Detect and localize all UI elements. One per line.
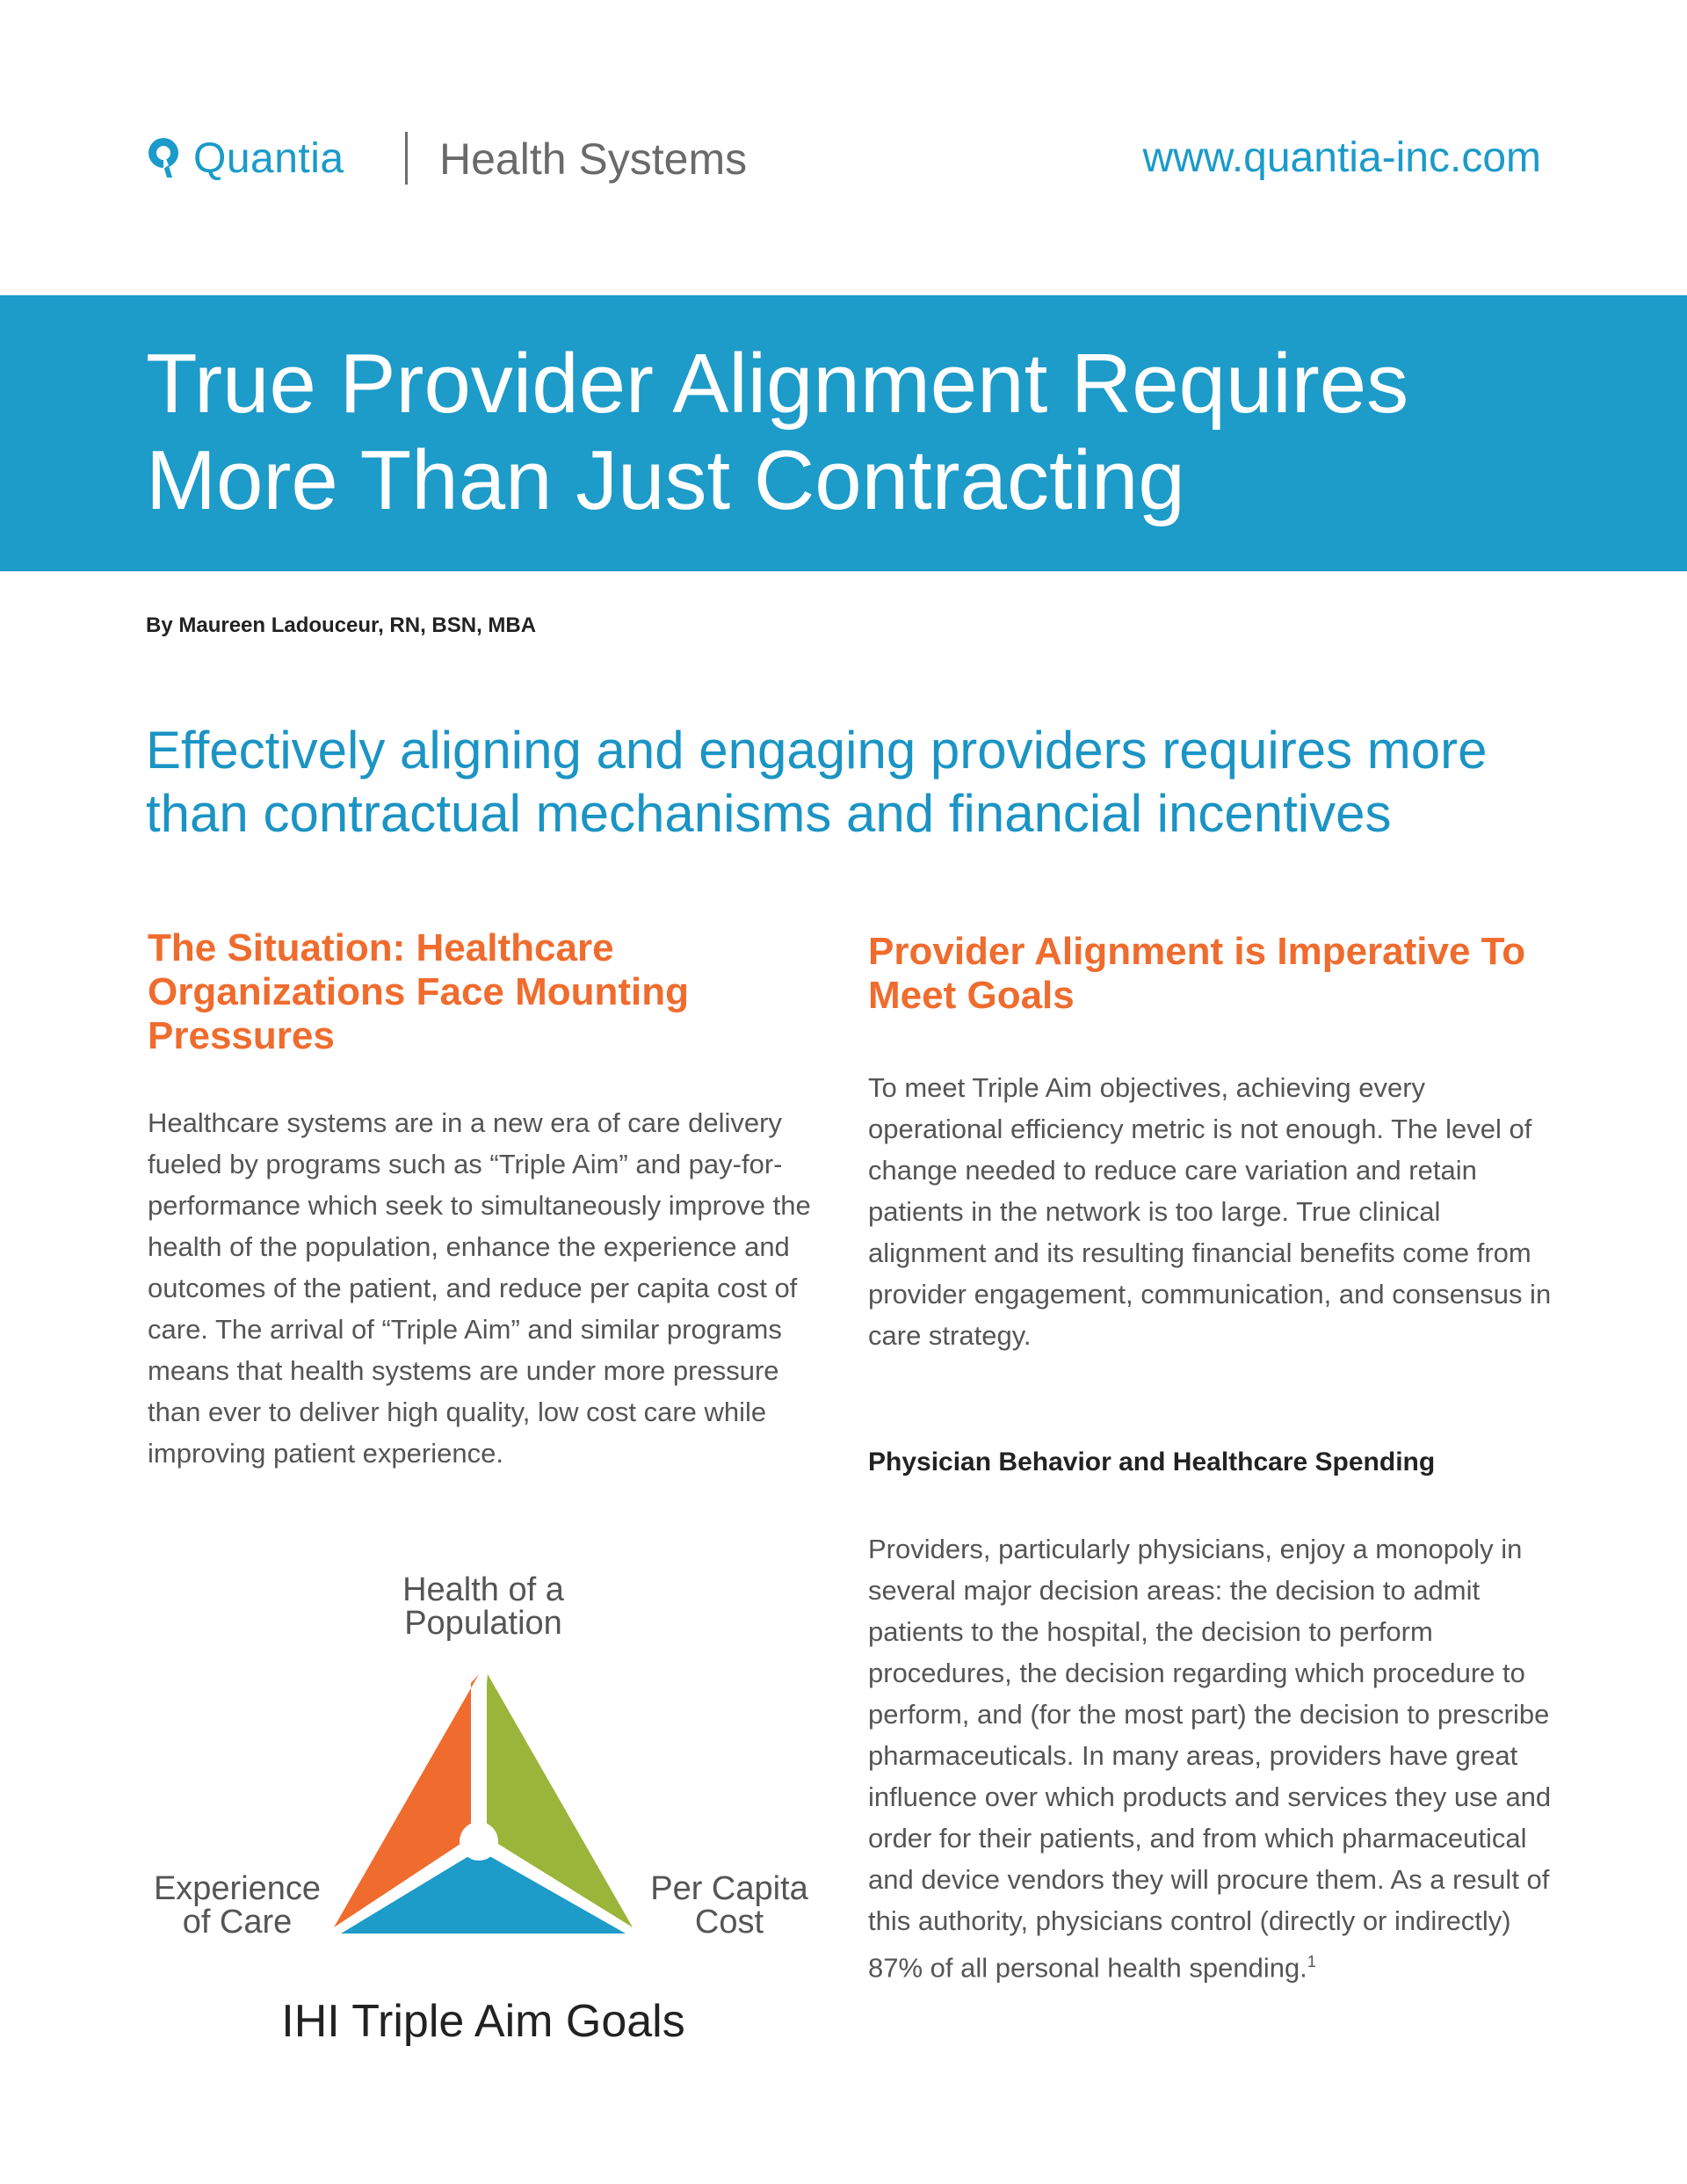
subbrand-name: Health Systems xyxy=(439,134,748,184)
page-title-line-1: True Provider Alignment Requires xyxy=(146,337,1409,431)
situation-body: Healthcare systems are in a new era of care delivery fueled by programs such as “Triple Aim” and pay-for-performance which seek to simultaneously improve the health of the population, enhance the experience and outcomes of the patient, and reduce per capita cost of care. The arrival of “Triple Aim” and similar programs means that health systems are under more pressure than ever to deliver high quality, low cost care while improving patient experience. xyxy=(148,1107,811,1469)
label-health-line-1: Health of a xyxy=(402,1571,564,1608)
website-link[interactable]: www.quantia-inc.com xyxy=(1142,134,1541,181)
label-health-of-population xyxy=(351,1573,615,1640)
title-banner xyxy=(0,295,1687,571)
label-experience-line-2: of Care xyxy=(182,1904,293,1941)
diagram-caption: IHI Triple Aim Goals xyxy=(281,1996,685,2047)
physician-behavior-body xyxy=(868,1528,1553,1988)
author-byline: By Maureen Ladouceur, RN, BSN, MBA xyxy=(146,613,537,637)
lead-statement: Effectively aligning and engaging providers requires more than contractual mechanisms and financial incentives xyxy=(146,721,1488,843)
brand-name: Quantia xyxy=(193,134,344,182)
header-divider xyxy=(405,132,408,185)
page-header xyxy=(146,123,1541,193)
page-title xyxy=(146,336,1552,529)
center-node xyxy=(460,1822,498,1861)
label-cost-line-2: Cost xyxy=(694,1904,764,1941)
physician-behavior-text: Providers, particularly physicians, enjoy a monopoly in several major decision areas: the decision to admit patients to the hospital, the decision to perform procedures, the decision regarding which procedure to perform, and (for the most part) the decision to prescribe pharmaceuticals. In many areas, providers have great influence over which products and services they use and order for their patients, and from which pharmaceutical and device vendors they will procure them. As a result of this authority, physicians control (directly or indirectly) 87% of all personal health spending. xyxy=(868,1534,1552,1984)
label-cost-line-1: Per Capita xyxy=(650,1870,808,1907)
situation-heading: The Situation: Healthcare Organizations Face Mounting Pressures xyxy=(148,926,690,1057)
alignment-heading: Provider Alignment is Imperative To Meet Goals xyxy=(868,930,1526,1017)
label-experience-line-1: Experience xyxy=(153,1870,322,1907)
alignment-body: To meet Triple Aim objectives, achieving every operational efficiency metric is not enough. The level of change needed to reduce care variation and retain patients in the network is too large. True clinical alignment and its resulting financial benefits come from provider engagement, communication, and consensus in care strategy. xyxy=(868,1072,1552,1351)
footnote-marker[interactable]: 1 xyxy=(1307,1953,1316,1970)
right-column xyxy=(868,930,1553,1988)
triple-aim-diagram xyxy=(141,1560,826,2070)
label-health-line-2: Population xyxy=(404,1605,562,1642)
quantia-logo[interactable] xyxy=(146,134,344,183)
label-per-capita-cost xyxy=(633,1872,826,1939)
label-experience-of-care xyxy=(141,1872,334,1939)
quantia-q-icon xyxy=(146,134,181,183)
left-column xyxy=(148,926,815,1474)
page-title-line-2: More Than Just Contracting xyxy=(146,433,1185,527)
physician-behavior-subheading: Physician Behavior and Healthcare Spending xyxy=(868,1448,1436,1477)
